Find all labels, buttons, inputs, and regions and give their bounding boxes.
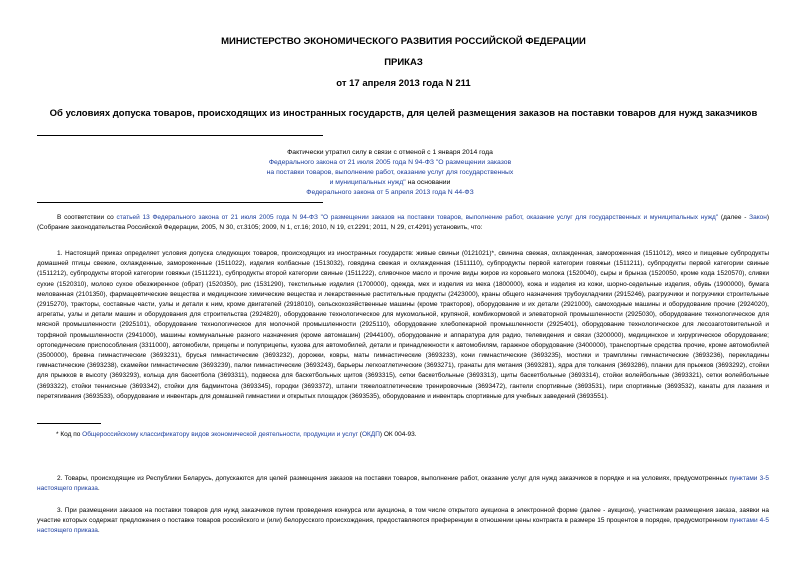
ministry-heading: МИНИСТЕРСТВО ЭКОНОМИЧЕСКОГО РАЗВИТИЯ РОССИЙСКОЙ ФЕДЕРАЦИИ (221, 36, 586, 47)
law-article-link[interactable]: статьей 13 Федерального закона от 21 июля 2005 года N 94-ФЗ "О размещении заказов на поставки товаров, выполнение работ, оказание услуг для государственных и муниципальных нужд" (116, 214, 719, 221)
item-3-paragraph (37, 506, 769, 537)
doc-type-heading: ПРИКАЗ (384, 57, 423, 68)
status-note-basis-text: на основании (405, 179, 451, 186)
item-2-link[interactable]: пунктами 3-5 настоящего приказа (37, 475, 769, 493)
top-divider (37, 135, 323, 136)
footnote-mid: ( (357, 431, 362, 438)
status-note-link-line3[interactable]: на поставки товаров, выполнение работ, оказание услуг для государственных (266, 169, 514, 176)
item-2-text: 2. Товары, происходящие из Республики Беларусь, допускаются для целей размещения заказов на поставки товаров, выполнение работ, оказание услуг для нужд заказчиков в порядке и на условиях, предусмотренных (57, 475, 730, 482)
item-3-text: 3. При размещении заказов на поставки товаров для нужд заказчиков путем проведения конкурса или аукциона, в том числе открытого аукциона в электронной форме (далее - аукцион), участникам размещения заказа, заявки на участие которых содержат предложения о поставке товаров российского и (или) белорусского происхождения, предоставляются преференции в отношении цены контракта в размере 15 процентов в порядке, предусмотренном (37, 507, 769, 525)
item-3-end: . (97, 527, 100, 535)
preamble-text-2: (далее - (718, 214, 750, 221)
footnote-prefix: * Код по (56, 431, 83, 438)
okdp-classifier-link[interactable]: Общероссийскому классификатору видов экономической деятельности, продукции и услуг (82, 431, 358, 438)
document-title: Об условиях допуска товаров, происходящих из иностранных государств, для целей размещения заказов на поставки товаров для нужд заказчиков (49, 108, 758, 119)
item-2-paragraph (37, 474, 769, 494)
item-3-link[interactable]: пунктами 4-5 настоящего приказа (37, 517, 769, 535)
preamble-paragraph (37, 213, 769, 233)
status-note-line1: Фактически утратил силу в связи с отменой с 1 января 2014 года (287, 149, 493, 156)
preamble-text-1: В соответствии со (57, 214, 117, 221)
footnote-suffix: ) ОК 004-93. (379, 431, 417, 438)
preamble-text-3: ) (Собрание законодательства Российской Федерации, 2005, N 30, ст.3105; 2009, N 1, ст.16; 2010, N 19, ст.2291; 2011, N 29, ст.4291) установить, что: (37, 214, 769, 232)
status-note-link-line4[interactable]: и муниципальных нужд" (329, 179, 406, 186)
status-note-link-line2[interactable]: Федерального закона от 21 июля 2005 года N 94-ФЗ "О размещении заказов (268, 159, 512, 166)
footnote (56, 431, 417, 438)
date-number-heading: от 17 апреля 2013 года N 211 (336, 78, 471, 89)
item-2-end: . (97, 485, 100, 493)
item-1-paragraph: 1. Настоящий приказ определяет условия допуска следующих товаров, происходящих из иностранных государств: живые свиньи (0121021)*, свинина свежая, охлажденная, замороженная (1511012), мясо и пищевые субпродукты домашней птицы свежие, охлажденные, замороженные (1511022), изделия колбасные (1513032), говядина свежая и охлажденная (1511110), субпродукты первой категории говяжьи (1511211), субпродукты первой категории свиные (1511212), субпродукты второй категории говяжьи (1511221), субпродукты второй категории свиные (1511222), сливочное масло и прочие виды жиров из коровьего молока (1520040), сыры и брынза (1520050, кроме кода 1520570), сливки сухие (1520310), молоко сухое обезжиренное (обрат) (1520350), рис (1531290), текстильные изделия (1700000), одежда, мех и изделия из меха (1800000), кожа и изделия из кожи, шорно-седельные изделия, обувь (1900000), бумага мелованная (2101350), фармацевтические вещества и медицинские химические вещества и лекарственные растительные продукты (2423000), краны общего назначения трубоукладчики (2915246), разгрузчики и погрузчики строительные (2915270), тракторы, составные части, узлы и детали к ним, кроме двигателей (2918010), сельскохозяйственные машины (кроме тракторов), оборудование и их детали (2921000), самоходные машины и оборудование прочие (2924020), агрегаты, узлы и детали машин и оборудования для строительства (2924820), оборудование технологическое для мукомольной, крупяной, комбикормовой и элеваторной промышленности (2925030), оборудование технологическое для мясной промышленности (2925101), оборудование технологическое для молочной промышленности (2925110), оборудование хлебопекарной промышленности (2925401), оборудование технологическое для лесозаготовительной и торфяной промышленности (2941000), машины коммунальные разного назначения (кроме автомашин) (2944100), оборудование и аппаратура для радио, телевидения и связи (3200000), медицинское и хирургическое оборудование; ортопедические приспособления (3311000), автомобили, прицепы и полуприцепы, кузова для автомобилей, детали и принадлежности к автомобилям, гаражное оборудование (3400000), транспортные средства прочие, кроме автомобилей (3500000), бревна гимнастические (3693231), брусья гимнастические (3693232), дорожки, ковры, маты гимнастические (3693233), кони гимнастические (3693235), мостики и трамплины гимнастические (3693236), перекладины гимнастические (3693238), скамейки гимнастические (3693239), палки гимнастические (3693243), барьеры легкоатлетические (3693271), гранаты для метания (3693281), ядра для толкания (3693286), планки для прыжков (3693292), стойки для прыжков в высоту (3693293), кольца для баскетбола (3693311), подвеска для баскетбольных щитов (3693315), сетки баскетбольные (3693313), щиты баскетбольные (3693314), стойки волейбольные (3693321), сетки волейбольные (3693322), стойки теннисные (3693342), стойки для бадминтона (3693345), городки (3693372), штанги тяжелоатлетические тренировочные (3693472), гантели спортивные (3693531), гири спортивные (3693532), канаты для лазания и перетягивания (3693533), оборудование и инвентарь для домашней гимнастики и открытых площадок (3693535), оборудование и инвентарь спортивные для учебных заведений (3693551). (37, 250, 769, 400)
law-short-link[interactable]: Закон (749, 214, 767, 221)
status-note (240, 148, 540, 198)
okdp-abbrev-link[interactable]: ОКДП (361, 431, 380, 438)
footnote-divider (37, 423, 101, 424)
bottom-divider (37, 202, 323, 203)
status-note-link-line5[interactable]: Федерального закона от 5 апреля 2013 года N 44-ФЗ (306, 189, 474, 196)
